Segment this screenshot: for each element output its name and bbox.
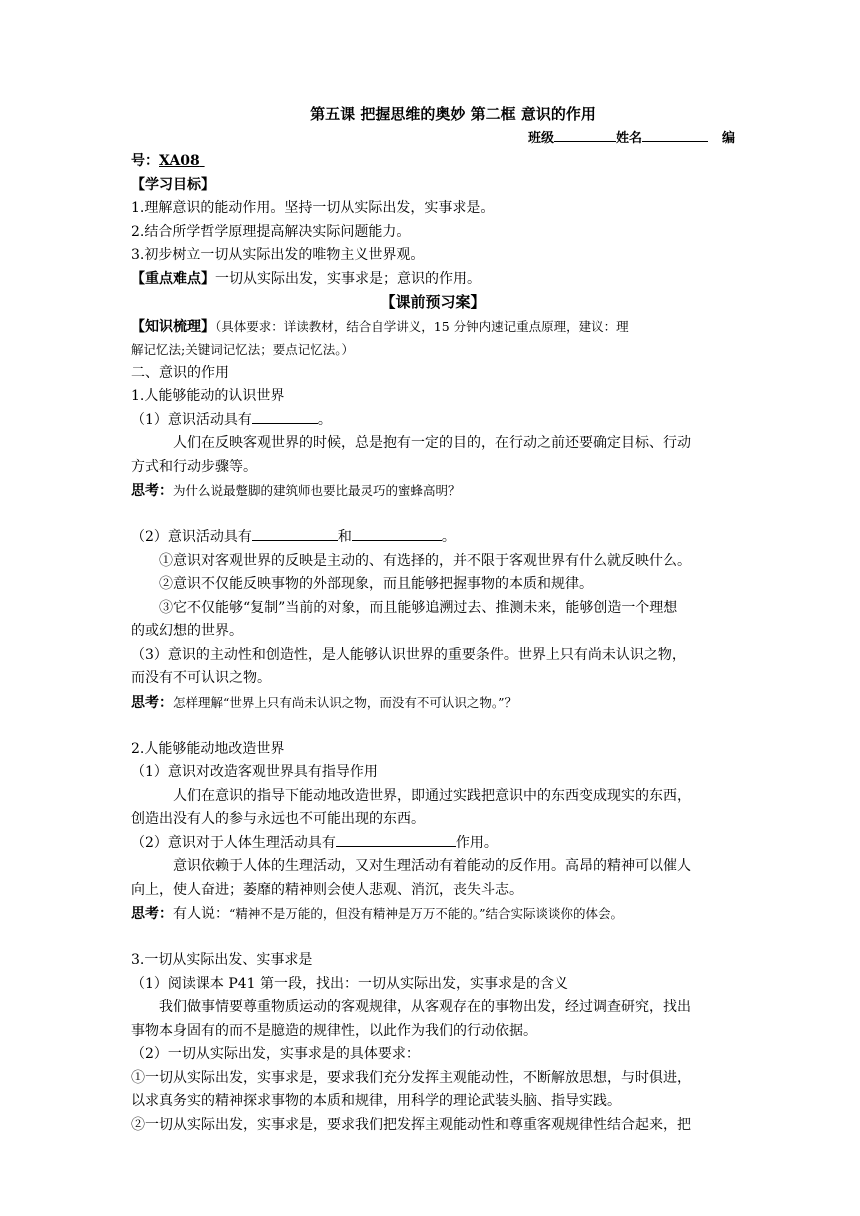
- item-1-1-end: 。: [317, 411, 332, 428]
- requirement-1b: 以求真务实的精神探求事物的本质和规律，用科学的理论武装头脑、指导实践。: [131, 1093, 621, 1109]
- item-2-2: [131, 832, 735, 856]
- answer-blank[interactable]: [352, 526, 442, 541]
- preview-heading: 【课前预习案】: [380, 293, 486, 311]
- requirement-2a: ②一切从实际出发，实事求是，要求我们把发挥主观能动性和尊重客观规律性结合起来，把: [131, 1116, 691, 1133]
- goal-2: 2.结合所学哲学原理提高解决实际问题能力。: [131, 223, 411, 240]
- document-body: [131, 103, 735, 1137]
- point-3a: ③它不仅能够“复制”当前的对象，而且能够追溯过去、推测未来，能够创造一个理想: [159, 599, 678, 616]
- knowledge-line-1: [131, 315, 735, 339]
- item-2-2-text: （2）意识对于人体生理活动具有: [131, 834, 336, 851]
- header-fields: [131, 127, 735, 151]
- para-2b: 创造出没有人的参与永远也不可能出现的东西。: [131, 811, 425, 827]
- para-2a: 人们在意识的指导下能动地改造世界，即通过实践把意识中的东西变成现实的东西，: [173, 787, 691, 804]
- para-3b: 向上，使人奋进；萎靡的精神则会使人悲观、消沉，丧失斗志。: [131, 881, 523, 898]
- hao-label: 号：: [131, 153, 159, 169]
- goal-3: 3.初步树立一切从实际出发的唯物主义世界观。: [131, 247, 425, 263]
- name-blank[interactable]: [642, 127, 708, 142]
- think-3-text: “精神不是万能的，但没有精神是万万不能的。”结合实际谈谈你的体会。: [229, 906, 624, 921]
- goal-1: 1.理解意识的能动作用。坚持一切从实际出发，实事求是。: [131, 200, 495, 216]
- answer-blank[interactable]: [336, 832, 456, 847]
- item-2-2-end: 作用。: [455, 834, 498, 851]
- code-line: [131, 150, 735, 174]
- answer-blank[interactable]: [252, 526, 338, 541]
- item-1-1: [131, 409, 735, 433]
- para-4b: 事物本身固有的而不是臆造的规律性，以此作为我们的行动依据。: [131, 1022, 537, 1039]
- section-2-heading: 二、意识的作用: [131, 364, 229, 381]
- doc-code: XA08: [159, 153, 200, 169]
- bian-label: 编: [721, 130, 735, 146]
- think-2: [131, 691, 735, 715]
- subsection-1: 1.人能够能动的认识世界: [131, 388, 285, 404]
- requirement-1a: ①一切从实际出发，实事求是，要求我们充分发挥主观能动性，不断解放思想，与时俱进，: [131, 1069, 691, 1086]
- para-1a: 人们在反映客观世界的时候，总是抱有一定的目的，在行动之前还要确定目标、行动: [173, 435, 691, 451]
- knowledge-line-2: 解记忆法;关键词记忆法；要点记忆法。）: [131, 342, 354, 357]
- think-1: [131, 479, 735, 503]
- knowledge-text-a: （具体要求：详读教材，结合自学讲义，15 分钟内速记重点原理，建议：理: [215, 318, 629, 334]
- item-3-2: （2）一切从实际出发，实事求是的具体要求：: [131, 1046, 420, 1062]
- point-2: ②意识不仅能反映事物的外部现象，而且能够把握事物的本质和规律。: [159, 576, 593, 592]
- think-label: 思考：: [131, 906, 173, 922]
- key-text: 一切从实际出发，实事求是；意识的作用。: [215, 270, 481, 287]
- think-label: 思考：: [131, 483, 173, 499]
- class-blank[interactable]: [554, 127, 616, 142]
- para-4a: 我们做事情要尊重物质运动的客观规律，从客观存在的事物出发，经过调查研究，找出: [159, 999, 691, 1015]
- subsection-3: 3.一切从实际出发、实事求是: [131, 952, 313, 968]
- think-label: 思考：: [131, 694, 173, 711]
- para-1b: 方式和行动步骤等。: [131, 458, 257, 475]
- think-3-pre: 有人说：: [173, 906, 229, 922]
- item-1-3b: 而没有不可认识之物。: [131, 670, 271, 686]
- lesson-title: 第五课 把握思维的奥妙 第二框 意识的作用: [310, 105, 596, 123]
- point-3b: 的或幻想的世界。: [131, 623, 243, 639]
- item-1-2-text: （2）意识活动具有: [131, 529, 252, 545]
- class-label: 班级: [527, 130, 554, 146]
- name-label: 姓名: [615, 130, 642, 146]
- key-points: [131, 268, 735, 292]
- answer-blank[interactable]: [252, 409, 318, 424]
- item-1-2-end: 。: [441, 529, 456, 545]
- item-3-1: （1）阅读课本 P41 第一段，找出：一切从实际出发，实事求是的含义: [131, 975, 569, 992]
- point-1: ①意识对客观世界的反映是主动的、有选择的，并不限于客观世界有什么就反映什么。: [159, 552, 691, 569]
- goals-heading: 【学习目标】: [131, 176, 215, 193]
- item-1-1-text: （1）意识活动具有: [131, 411, 252, 428]
- think-1-text: 为什么说最蹩脚的建筑师也要比最灵巧的蜜蜂高明？: [173, 483, 461, 498]
- subsection-2: 2.人能够能动地改造世界: [131, 740, 285, 757]
- para-3a: 意识依赖于人体的生理活动，又对生理活动有着能动的反作用。高昂的精神可以催人: [173, 858, 691, 874]
- item-1-3a: （3）意识的主动性和创造性，是人能够认识世界的重要条件。世界上只有尚未认识之物，: [131, 646, 686, 663]
- think-2-text: 怎样理解“世界上只有尚未认识之物，而没有不可认识之物。”？: [173, 694, 518, 710]
- knowledge-label: 【知识梳理】: [131, 318, 215, 335]
- item-2-1: （1）意识对改造客观世界具有指导作用: [131, 764, 378, 780]
- item-1-2: [131, 526, 735, 550]
- item-1-2-and: 和: [337, 529, 352, 545]
- key-label: 【重点难点】: [131, 270, 215, 287]
- think-3: [131, 902, 735, 926]
